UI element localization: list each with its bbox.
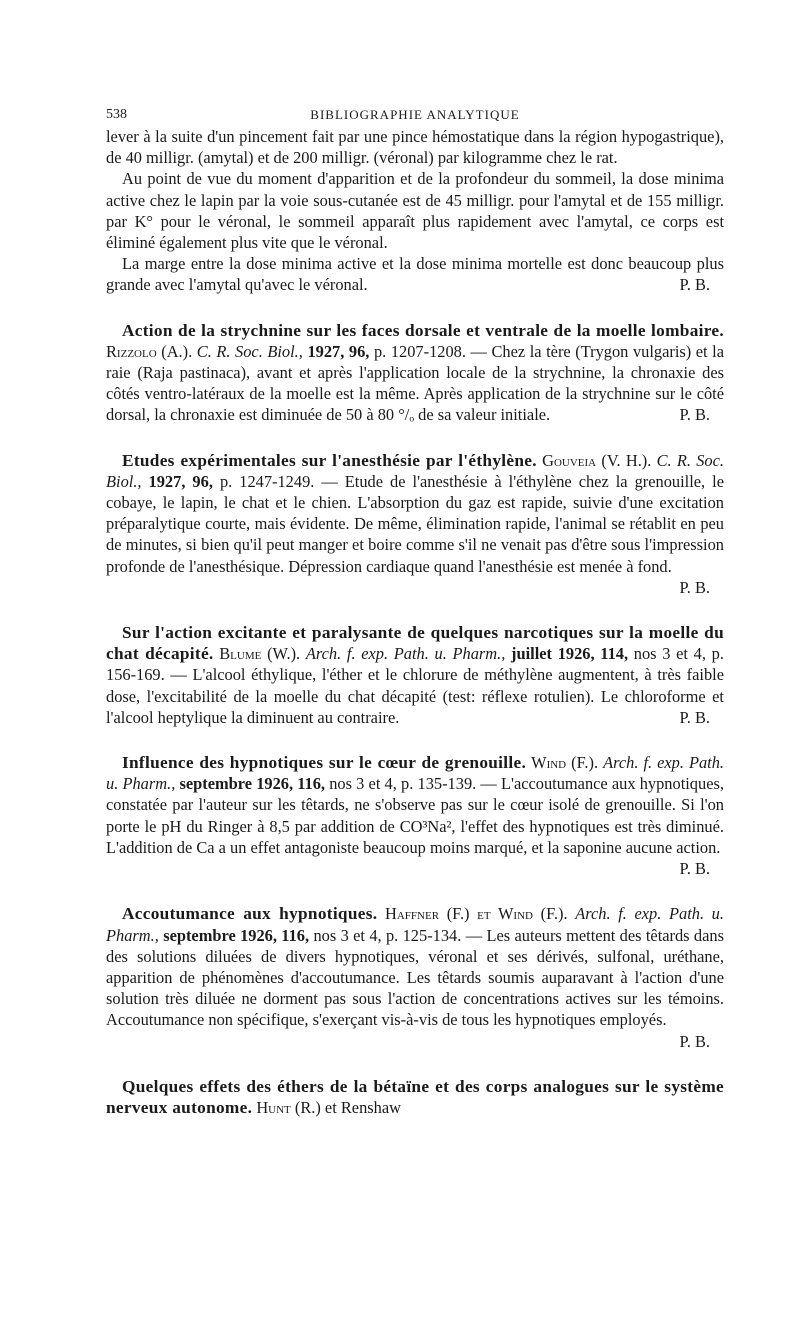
article-list — [106, 320, 724, 1119]
article-abstract: — Chez la tère (Trygon vulgaris) et la raie (Raja pastinaca), avant et après l'application locale de la strychnine, la chronaxie des côtés ventro-latéraux de la moelle est la même. Après application de la strychnine sur le côté dorsal, la chronaxie est diminuée de 50 à 80 °/ₒ de sa valeur initiale. — [106, 341, 724, 425]
continued-review — [106, 126, 724, 296]
article-author: Rizzolo — [106, 341, 157, 361]
article-journal: Arch. f. exp. Path. u. Pharm., — [106, 753, 724, 794]
article-volume: 1927, 96, — [148, 471, 213, 491]
article-initials: (A.). — [161, 341, 193, 361]
article-title: Etudes expérimentales sur l'anesthésie par l'éthylène. — [122, 450, 537, 470]
article-title: Accoutumance aux hypnotiques. — [122, 904, 378, 924]
paragraph: lever à la suite d'un pincement fait par une pince hémostatique dans la région hypogastrique), de 40 milligr. (amytal) et de 200 milligr. (véronal) par kilogramme chez le rat. — [106, 127, 724, 168]
article-initials: (W.). — [267, 644, 301, 664]
article-journal: Arch. f. exp. Path. u. Pharm., — [106, 904, 724, 945]
article-text — [106, 752, 724, 879]
article-author: Wind — [531, 753, 567, 773]
article-abstract: — L'accoutumance aux hypnotiques, constatée par l'auteur sur les têtards, ne s'observe pas sur le cœur isolé de grenouille. Si l'on porte le pH du Ringer à 8,5 par addition de CO³Na², l'effet des hypnotiques est très diminué. L'addition de Ca a un effet antagoniste beaucoup moins marqué, et la saponine aucune action. — [106, 774, 724, 857]
article-pages: nos 3 et 4, p. 125-134. — [313, 925, 462, 945]
article-text — [106, 622, 724, 728]
article-entry — [106, 1076, 724, 1118]
article-text — [106, 1076, 724, 1118]
article-author: Haffner (F.) et Wind — [385, 904, 533, 924]
running-title: BIBLIOGRAPHIE ANALYTIQUE — [310, 107, 520, 122]
document-page — [106, 104, 724, 1118]
article-text — [106, 450, 724, 597]
signature: P. B. — [679, 859, 710, 879]
article-author: Blume — [219, 644, 262, 664]
article-initials: (F.). — [540, 904, 568, 924]
article-entry — [106, 622, 724, 728]
article-entry — [106, 752, 724, 879]
article-title: Influence des hypnotiques sur le cœur de grenouille. — [122, 753, 527, 773]
article-abstract: — L'alcool éthylique, l'éther et le chlorure de méthylène augmentent, à très faible dose, l'excitabilité de la moelle du chat décapité (test: réflexe rotulien). Le chloroforme et l'alcool heptylique la diminuent au contraire. — [106, 665, 724, 727]
signature: P. B. — [679, 275, 710, 295]
article-text — [106, 320, 724, 426]
signature: P. B. — [679, 707, 710, 727]
article-pages: p. 1207-1208. — [373, 341, 466, 361]
article-initials: (V. H.). — [601, 450, 652, 470]
article-pages: nos 3 et 4, p. 135-139. — [329, 774, 477, 794]
article-abstract: — Les auteurs mettent des têtards dans des solutions diluées de divers hypnotiques, véronal et ses dérivés, sulfonal, uréthane, apparition de phénomènes d'accoutumance. Les têtards soumis auparavant à l'action d'une solution très diluée ne dorment pas sous l'action de concentrations actives sur les témoins. Accoutumance non spécifique, s'exerçant vis-à-vis de tous les hypnotiques employés. — [106, 925, 724, 1030]
paragraph-text: La marge entre la dose minima active et la dose minima mortelle est donc beaucoup plus grande avec l'amytal qu'avec le véronal. — [106, 254, 724, 295]
article-text — [106, 903, 724, 1051]
article-entry — [106, 450, 724, 598]
article-author: Gouveia — [542, 450, 597, 470]
article-volume: juillet 1926, 114, — [511, 644, 629, 664]
article-title: Action de la strychnine sur les faces dorsale et ventrale de la moelle lombaire. — [122, 320, 724, 340]
article-journal: C. R. Soc. Biol., — [196, 341, 303, 361]
article-volume: septembre 1926, 116, — [163, 925, 310, 945]
article-title: Sur l'action excitante et paralysante de quelques narcotiques sur la moelle du chat décapité. — [106, 623, 724, 664]
article-journal: Arch. f. exp. Path. u. Pharm., — [305, 644, 506, 664]
article-journal: C. R. Soc. Biol., — [106, 450, 724, 491]
article-volume: 1927, 96, — [307, 341, 370, 361]
paragraph — [106, 253, 724, 295]
article-entry — [106, 903, 724, 1051]
article-pages: nos 3 et 4, p. 156-169. — [106, 644, 724, 685]
signature: P. B. — [679, 405, 710, 425]
article-pages: p. 1247-1249. — [219, 471, 315, 491]
article-initials: (F.). — [571, 753, 599, 773]
paragraph: Au point de vue du moment d'apparition et de la profondeur du sommeil, la dose minima active chez le lapin par la voie sous-cutanée est de 45 milligr. pour l'amytal et de 155 milligr. par K° pour le véronal, le sommeil apparaît plus rapidement avec l'amytal, ce corps est éliminé également plus vite que le véronal. — [106, 169, 724, 253]
article-title: Quelques effets des éthers de la bétaïne et des corps analogues sur le système nerveux autonome. — [106, 1076, 724, 1117]
article-initials: (R.) et Renshaw — [294, 1097, 401, 1117]
page-header — [106, 104, 724, 126]
signature: P. B. — [679, 577, 710, 597]
article-volume: septembre 1926, 116, — [179, 774, 326, 794]
page-number: 538 — [106, 107, 127, 122]
article-entry — [106, 320, 724, 426]
article-author: Hunt — [256, 1097, 291, 1117]
article-abstract: — Etude de l'anesthésie à l'éthylène chez la grenouille, le cobaye, le lapin, le chat et le chien. L'absorption du gaz est rapide, suivie d'une excitation préparalytique courte, mais évidente. De même, élimination rapide, l'animal se rétablit en peu de minutes, si bien qu'il peut manger et boire comme s'il ne venait pas d'être sous l'impression profonde de l'anesthésique. Dépression cardiaque quand l'anesthésie est menée à fond. — [106, 471, 724, 576]
signature: P. B. — [679, 1031, 710, 1051]
